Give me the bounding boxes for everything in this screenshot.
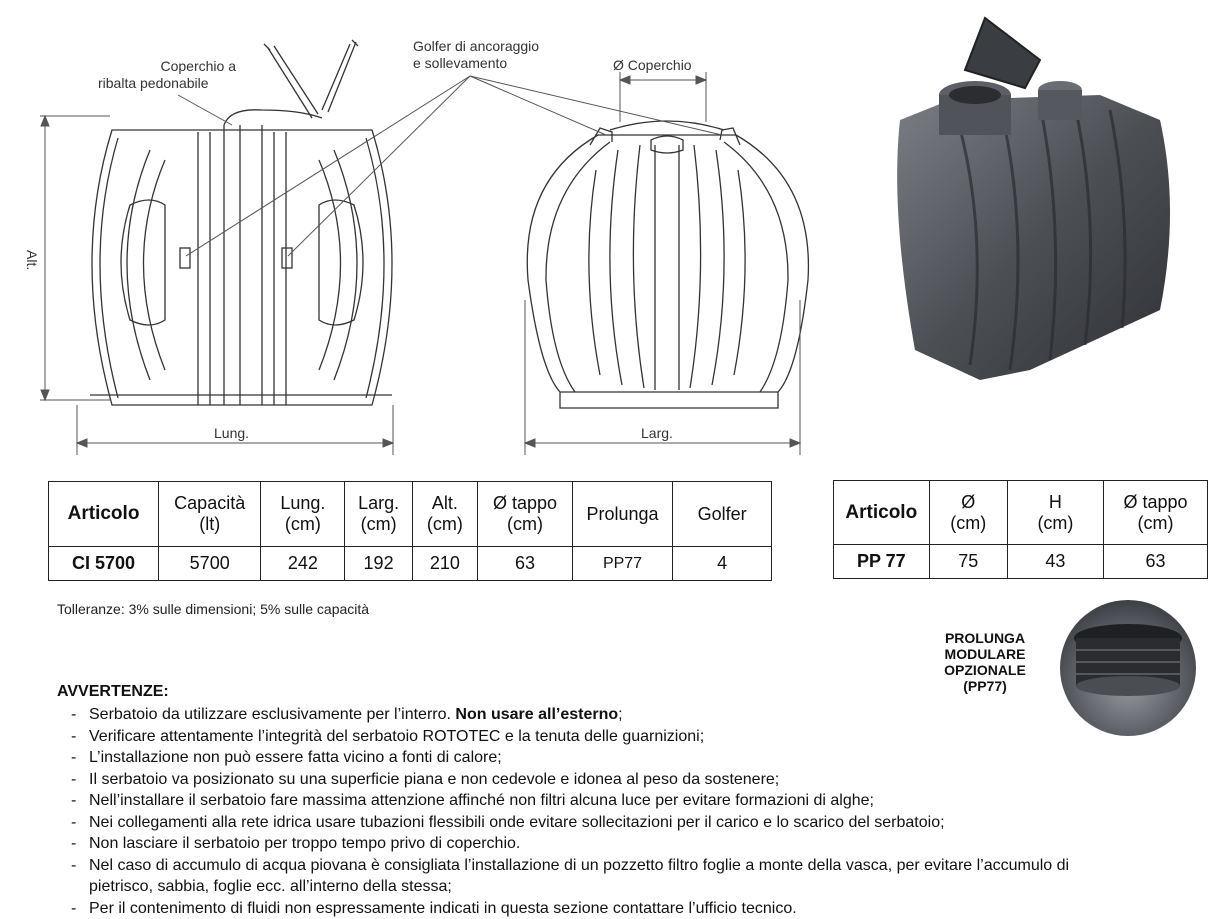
cell-larg: 192	[345, 547, 412, 581]
header-larg	[345, 482, 412, 547]
golfer-label-2: e sollevamento	[413, 55, 508, 71]
header-text: Articolo	[845, 501, 918, 523]
header-diam	[929, 481, 1007, 545]
header-text: Capacità	[174, 493, 246, 513]
list-item: - L’installazione non può essere fatta vicino a fonti di calore;	[71, 749, 502, 766]
warning-text: Non lasciare il serbatoio per troppo tempo privo di coperchio.	[89, 835, 521, 852]
table-header-row	[49, 482, 772, 547]
larg-label: Larg.	[641, 425, 673, 441]
list-item: - Non lasciare il serbatoio per troppo tempo privo di coperchio.	[71, 835, 521, 852]
header-text: Golfer	[697, 503, 747, 524]
cell-golfer: 4	[673, 547, 772, 581]
label-line: Coperchio a	[160, 58, 236, 74]
tolerance-note: Tolleranze: 3% sulle dimensioni; 5% sulle capacità	[57, 601, 370, 617]
tank-3d-image	[860, 10, 1190, 390]
warning-text: Verificare attentamente l’integrità del serbatoio ROTOTEC e la tenuta delle guarnizioni;	[89, 727, 705, 745]
header-unit: (cm)	[1037, 512, 1074, 533]
header-text: Lung.	[280, 493, 326, 513]
coperchio-ribalta-label-2: ribalta pedonabile	[98, 75, 209, 91]
header-articolo	[49, 482, 159, 547]
caption-line: (PP77)	[963, 678, 1007, 694]
warning-text: Nei collegamenti alla rete idrica usare tubazioni flessibili onde evitare sollecitazioni per il carico e lo scarico del serbatoio;	[89, 813, 945, 831]
header-text: Alt.	[431, 493, 458, 513]
front-view-drawing	[527, 121, 808, 408]
side-view-drawing	[90, 40, 392, 405]
header-text: Ø tappo	[1123, 491, 1188, 512]
header-text: Larg.	[358, 493, 400, 513]
list-item: - Nel caso di accumulo di acqua piovana è consigliata l’installazione di un pozzetto filtro foglie a monte della vasca, per evitare l’accumulo di pietrisco, sabbia, foglie ecc. all’interno della stessa;	[71, 856, 1070, 895]
warning-text: Serbatoio da utilizzare esclusivamente per l’interro.	[89, 706, 456, 723]
list-item: - Nei collegamenti alla rete idrica usare tubazioni flessibili onde evitare sollecitazioni per il carico e lo scarico del serbatoio;	[71, 813, 945, 831]
cell-alt: 210	[412, 547, 477, 581]
coperchio-ribalta-label	[142, 58, 236, 75]
header-unit: (cm)	[506, 514, 543, 534]
header-golfer	[673, 482, 772, 547]
cell-lung: 242	[261, 547, 345, 581]
header-articolo	[834, 481, 930, 545]
cell-capacita: 5700	[159, 547, 261, 581]
list-item: - Il serbatoio va posizionato su una superficie piana e non cedevole e idonea al peso da sostenere;	[71, 770, 780, 788]
header-alt	[412, 482, 477, 547]
main-spec-table	[48, 481, 772, 581]
prolunga-caption	[930, 630, 1040, 694]
list-item: - Nell’installare il serbatoio fare massima attenzione affinché non filtri alcuna luce per evitare formazioni di alghe;	[71, 792, 874, 809]
caption-line: PROLUNGA	[944, 630, 1026, 646]
header-diam-tappo	[1103, 481, 1207, 545]
warning-text: Nel caso di accumulo di acqua piovana è consigliata l’installazione di un pozzetto filtro foglie a monte della vasca, per evitare l’accumulo di pietrisco, sabbia, foglie ecc. all’interno della stessa;	[89, 856, 1070, 895]
header-capacita	[159, 482, 261, 547]
warning-end: ;	[618, 706, 623, 723]
header-unit: (lt)	[199, 514, 221, 534]
warning-text: Il serbatoio va posizionato su una superficie piana e non cedevole e idonea al peso da sostenere;	[89, 770, 780, 788]
extension-spec-table	[833, 480, 1208, 579]
lung-label: Lung.	[214, 425, 250, 441]
header-unit: (cm)	[284, 514, 321, 534]
header-text: Articolo	[67, 503, 140, 524]
header-text: Prolunga	[586, 503, 659, 524]
warning-text: Nell’installare il serbatoio fare massima attenzione affinché non filtri alcuna luce per evitare formazioni di alghe;	[89, 792, 874, 809]
warning-bold: Non usare all’esterno	[455, 706, 619, 723]
caption-line: MODULARE	[944, 646, 1026, 662]
list-item: - Per il contenimento di fluidi non espressamente indicati in questa sezione contattare l’ufficio tecnico.	[71, 899, 797, 917]
table-row	[834, 545, 1208, 579]
warning-text: L’installazione non può essere fatta vicino a fonti di calore;	[89, 749, 502, 766]
golfer-label: Golfer di ancoraggio	[413, 38, 540, 54]
leader-lines	[178, 76, 722, 256]
table-header-row	[834, 481, 1208, 545]
list-item: - Serbatoio da utilizzare esclusivamente per l’interro. Non usare all’esterno;	[71, 706, 623, 723]
header-unit: (cm)	[1137, 512, 1174, 533]
header-diam-tappo	[478, 482, 573, 547]
diam-coperchio-label: Ø Coperchio	[613, 57, 692, 73]
header-text: H	[1048, 491, 1062, 512]
cell-h: 43	[1007, 545, 1103, 579]
header-unit: (cm)	[426, 514, 463, 534]
cell-articolo: CI 5700	[49, 547, 159, 581]
cell-prolunga: PP77	[572, 547, 672, 581]
header-prolunga	[572, 482, 672, 547]
warnings-title: AVVERTENZE:	[57, 683, 169, 700]
header-text: Ø tappo	[492, 493, 557, 513]
header-lung	[261, 482, 345, 547]
list-item: - Verificare attentamente l’integrità del serbatoio ROTOTEC e la tenuta delle guarnizioni;	[71, 727, 705, 745]
header-text: Ø	[961, 491, 976, 512]
header-unit: (cm)	[360, 514, 397, 534]
table-row	[49, 547, 772, 581]
alt-label: Alt.	[24, 250, 40, 271]
warning-text: Per il contenimento di fluidi non espressamente indicati in questa sezione contattare l’ufficio tecnico.	[89, 899, 797, 917]
cell-articolo: PP 77	[834, 545, 930, 579]
header-unit: (cm)	[950, 512, 987, 533]
warnings-list	[57, 704, 1127, 919]
caption-line: OPZIONALE	[944, 662, 1026, 678]
cell-diam-tappo: 63	[1103, 545, 1207, 579]
header-h	[1007, 481, 1103, 545]
cell-diam-tappo: 63	[478, 547, 573, 581]
cell-diam: 75	[929, 545, 1007, 579]
